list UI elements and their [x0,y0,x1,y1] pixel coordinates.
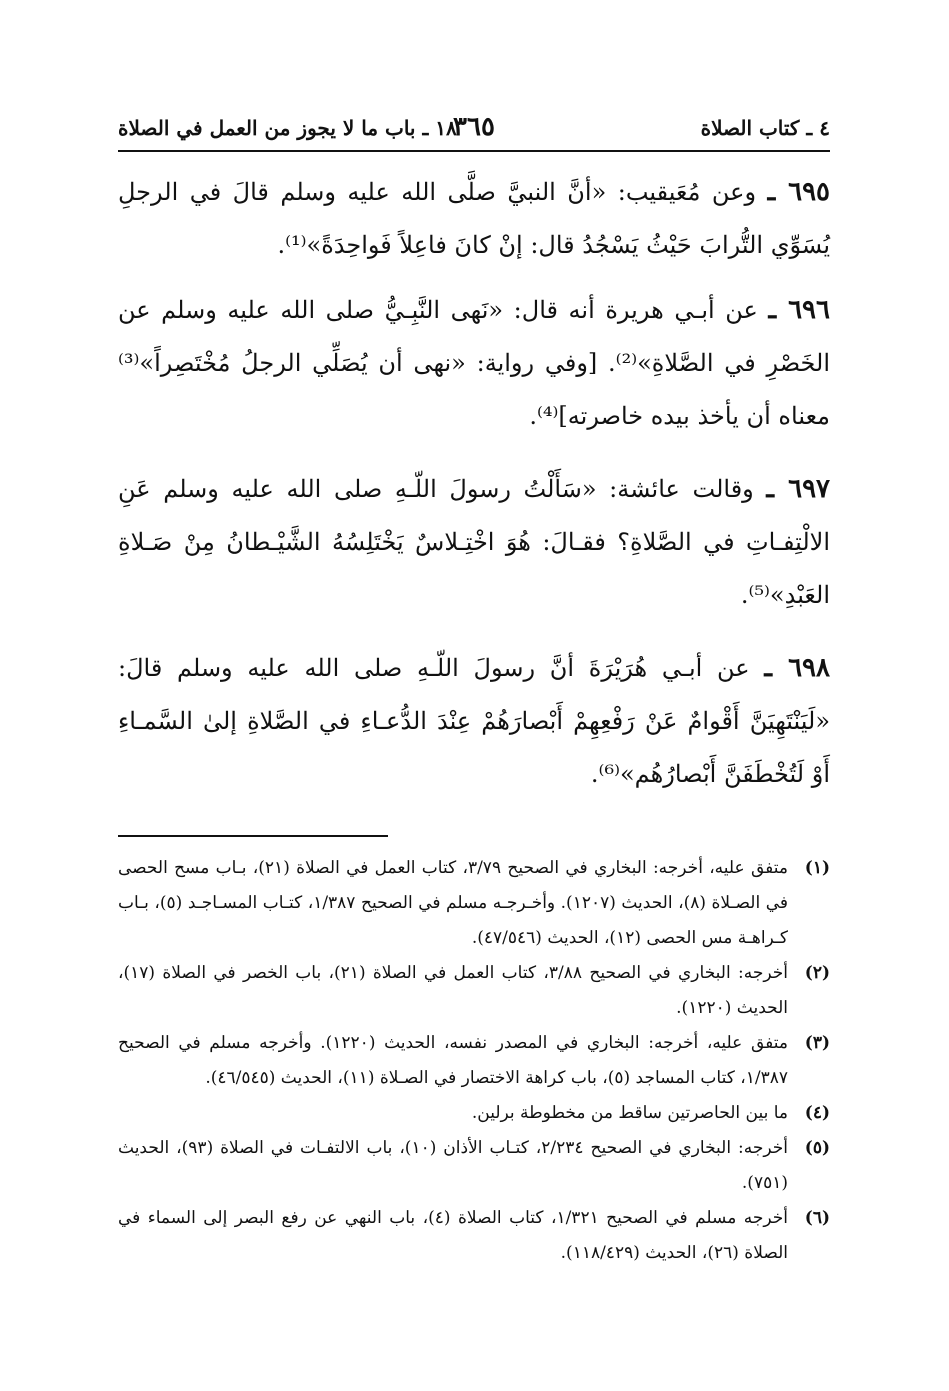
footnote-4 [118,1096,830,1131]
footnote-text: أخرجه: البخاري في الصحيح ٣/٨٨، كتاب العمل في الصلاة (٢١)، باب الخصر في الصلاة (١٧)، الحديث (١٢٢٠). [118,963,788,1018]
footnote-mark: (٣) [804,1033,830,1053]
footnotes [118,851,830,1271]
footnote-3 [118,1026,830,1096]
footnote-6 [118,1201,830,1271]
hadith-number: ٦٩٧ ـ [766,474,831,504]
footnote-text: أخرجه: البخاري في الصحيح ٢/٢٣٤، كتـاب الأذان (١٠)، باب الالتفـات في الصلاة (٩٣)، الحديث (٧٥١). [118,1138,788,1193]
footnote-text: متفق عليه، أخرجه: البخاري في الصحيح ٣/٧٩، كتاب العمل في الصلاة (٢١)، بـاب مسح الحصى في الصـلاة (٨)، الحديث (١٢٠٧). وأخـرجـه مسلم في الصحيح ١/٣٨٧، كتـاب المسـاجـد (٥)، بـاب كـراهـة مس الحصى (١٢)، الحديث (٤٧/٥٤٦). [118,858,789,948]
hadith-695 [118,166,830,272]
hadith-number: ٦٩٨ ـ [764,653,830,683]
hadith-text: وعن مُعَيقيب: «أنَّ النبيَّ صلَّى الله عليه وسلم قالَ في الرجلِ يُسَوِّي التُّرابَ حَيْثُ يَسْجُدُ قال: إنْ كانَ فاعِلاً فَواحِدَةً»⁽¹⁾. [118,178,830,259]
hadith-text: عن أبـي هريرة أنه قال: «نَهى النَّبِـيُّ صلى الله عليه وسلم عن الخَصْرِ في الصَّلاةِ»⁽²⁾. [وفي رواية: «نهى أن يُصَلِّي الرجلُ مُخْتَصِراً»⁽³⁾ معناه أن يأخذ بيده خاصرته]⁽⁴⁾. [118,296,831,430]
hadith-text: عن أبـي هُرَيْرَةَ أنَّ رسولَ اللّـهِ صلى الله عليه وسلم قالَ: «لَيَنْتَهِيَنَّ أَقْوامٌ عَنْ رَفْعِهِمْ أَبْصارَهُمْ عِنْدَ الدُّعـاءِ في الصَّلاةِ إلىٰ السَّمـاءِ أَوْ لَتُخْطَفَنَّ أَبْصارُهُم»⁽⁶⁾. [118,654,830,788]
book-page [118,110,830,1271]
footnote-separator [118,835,388,837]
footnote-text: أخرجه مسلم في الصحيح ١/٣٢١، كتاب الصلاة (٤)، باب النهي عن رفع البصر إلى السماء في الصلاة (٢٦)، الحديث (١١٨/٤٢٩). [118,1208,788,1263]
footnote-1 [118,851,830,956]
footnote-mark: (٦) [804,1208,830,1228]
footnote-text: متفق عليه، أخرجه: البخاري في المصدر نفسه، الحديث (١٢٢٠). وأخرجه مسلم في الصحيح ١/٣٨٧، كتاب المساجد (٥)، باب كراهة الاختصار في الصـلاة (١١)، الحديث (٤٦/٥٤٥). [118,1033,788,1088]
hadith-number: ٦٩٥ ـ [767,177,831,207]
hadith-number: ٦٩٦ ـ [768,295,830,325]
footnote-5 [118,1131,830,1201]
hadith-text: وقالت عائشة: «سَأَلْتُ رسولَ اللّـهِ صلى الله عليه وسلم عَنِ الالْتِفـاتِ في الصَّلاةِ؟ فقـالَ: هُوَ اخْتِـلاسٌ يَخْتَلِسُهُ الشَّيْـطانُ مِنْ صَـلاةِ العَبْدِ»⁽⁵⁾. [118,475,830,609]
header-chapter: ٤ ـ كتاب الصلاة [700,116,830,140]
footnote-text: ما بين الحاصرتين ساقط من مخطوطة برلين. [471,1103,788,1123]
hadith-698 [118,642,830,801]
footnote-mark: (٢) [804,963,830,983]
header-page-number: ٣٦٥ [453,112,495,142]
hadith-697 [118,463,830,622]
footnote-mark: (١) [804,858,830,878]
footnote-2 [118,956,830,1026]
footnote-mark: (٥) [804,1138,830,1158]
hadith-696 [118,284,830,443]
running-header [118,110,830,152]
header-section: ١٨ ـ باب ما لا يجوز من العمل في الصلاة [118,116,457,140]
footnote-mark: (٤) [804,1103,830,1123]
